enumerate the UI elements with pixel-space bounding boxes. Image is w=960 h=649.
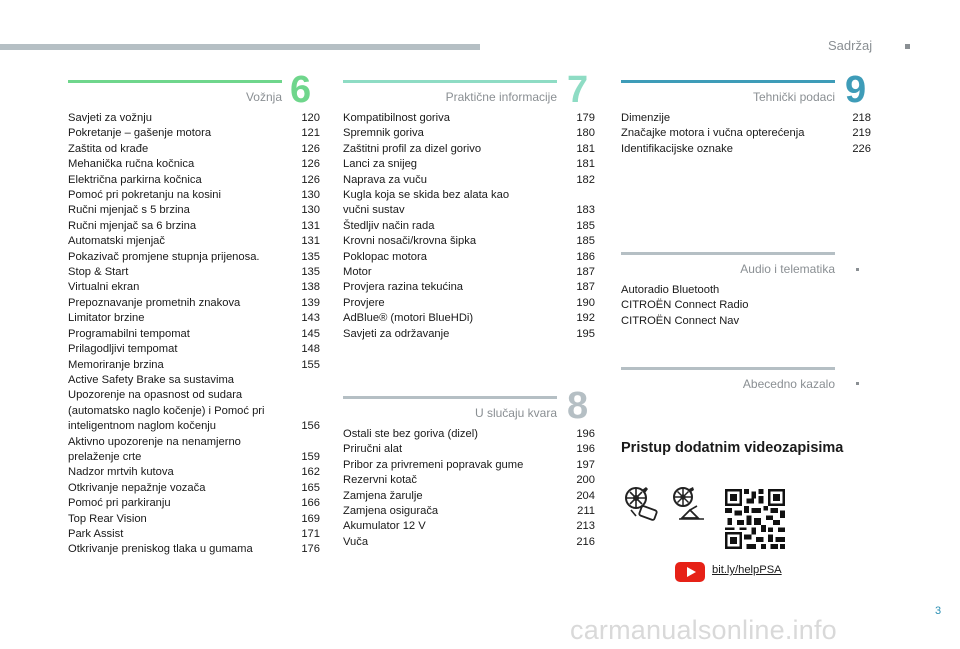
toc-entry-title: Memoriranje brzina <box>68 358 164 371</box>
toc-entry-title: Pokretanje – gašenje motora <box>68 127 212 140</box>
toc-entry[interactable] <box>68 280 320 295</box>
toc-entry-page: 226 <box>852 142 871 155</box>
toc-entry[interactable] <box>343 111 595 126</box>
section-index <box>621 367 835 397</box>
toc-entry-page: 186 <box>576 250 595 263</box>
toc-entry[interactable] <box>68 188 320 203</box>
toc-entry[interactable] <box>343 473 595 488</box>
toc-entry[interactable] <box>343 126 595 141</box>
toc-entry-page: 131 <box>301 219 320 232</box>
toc-entry[interactable] <box>68 481 320 496</box>
toc-entry-title: Identifikacijske oznake <box>621 142 733 155</box>
section-6-bar <box>68 80 282 83</box>
toc-entry[interactable] <box>68 327 320 342</box>
toc-entry-title: Kugla koja se skida bez alata kao vučni sustav <box>343 189 510 217</box>
toc-entry-page: 148 <box>301 343 320 356</box>
section-audio-dot <box>856 268 859 271</box>
section-8-label: U slučaju kvara <box>474 406 557 420</box>
toc-entry-title: Nadzor mrtvih kutova <box>68 466 174 479</box>
toc-entry[interactable] <box>68 250 320 265</box>
tyre-repair-kit-icon[interactable] <box>622 486 660 524</box>
toc-entry[interactable] <box>343 250 595 265</box>
toc-entry-page: 166 <box>301 497 320 510</box>
section-6-number: 6 <box>290 69 312 111</box>
toc-entry-page: 213 <box>576 520 595 533</box>
toc-entry-page: 176 <box>301 543 320 556</box>
toc-entry-title: Savjeti za održavanje <box>343 327 450 340</box>
toc-entry-title: Active Safety Brake sa sustavima Upozorenje na opasnost od sudara (automatsko naglo kočenje) i Pomoć pri inteligentnom naglom kočenju <box>68 373 265 433</box>
toc-entry-title: Autoradio Bluetooth <box>621 284 720 296</box>
tyre-jack-icon[interactable] <box>670 486 708 524</box>
toc-entry[interactable] <box>343 489 595 504</box>
toc-entry-title: Prepoznavanje prometnih znakova <box>68 296 241 309</box>
toc-entry-page: 162 <box>301 466 320 479</box>
toc-entry-title: Dimenzije <box>621 112 671 124</box>
page-header-title: Sadržaj <box>828 38 873 53</box>
toc-entry-title: Krovni nosači/krovna šipka <box>343 235 477 248</box>
toc-entry-title: Spremnik goriva <box>343 127 424 140</box>
section-6 <box>68 80 282 110</box>
toc-entry[interactable] <box>343 142 595 157</box>
toc-entry[interactable] <box>343 427 595 442</box>
qr-code-icon[interactable] <box>725 489 785 549</box>
watermark-text: carmanualsonline.info <box>570 615 837 645</box>
section-9-number: 9 <box>845 69 867 111</box>
toc-entry[interactable] <box>68 358 320 373</box>
youtube-play-icon[interactable] <box>675 562 705 582</box>
toc-entry[interactable] <box>68 126 320 141</box>
toc-entry-page: 196 <box>576 428 595 440</box>
toc-entry-page: 126 <box>301 142 320 155</box>
section-index-bar <box>621 367 835 370</box>
toc-entry[interactable] <box>343 265 595 280</box>
toc-entry[interactable] <box>68 542 320 557</box>
toc-entry[interactable] <box>68 373 320 435</box>
toc-entry-page: 120 <box>301 112 320 124</box>
toc-entry[interactable] <box>621 142 871 157</box>
section-9 <box>621 80 835 110</box>
toc-entry-page: 185 <box>576 235 595 248</box>
toc-entry[interactable] <box>343 234 595 249</box>
toc-entry[interactable] <box>68 512 320 527</box>
toc-entry-page: 126 <box>301 158 320 171</box>
toc-entry-title: Pribor za privremeni popravak gume <box>343 458 524 471</box>
toc-entry-page: 131 <box>301 235 320 248</box>
toc-entry[interactable] <box>343 157 595 172</box>
toc-entry-page: 139 <box>301 296 320 309</box>
toc-entry-title: Zaštita od krađe <box>68 142 149 155</box>
toc-entry[interactable] <box>68 111 320 126</box>
toc-entry[interactable] <box>343 504 595 519</box>
toc-entry-page: 185 <box>576 219 595 232</box>
toc-entry-title: Aktivno upozorenje na nenamjerno prelaženje crte <box>68 435 241 463</box>
toc-entry[interactable] <box>68 311 320 326</box>
toc-entry[interactable] <box>343 173 595 188</box>
section-9-bar <box>621 80 835 83</box>
section-9-entries <box>621 111 871 157</box>
toc-entry-title: Provjere <box>343 296 385 309</box>
top-decorative-bar <box>0 44 480 50</box>
toc-entry-title: Programabilni tempomat <box>68 327 190 340</box>
toc-entry[interactable] <box>68 265 320 280</box>
toc-entry-title: Pokazivač promjene stupnja prijenosa. <box>68 250 260 263</box>
toc-entry-page: 216 <box>576 535 595 548</box>
toc-entry[interactable] <box>343 219 595 234</box>
toc-entry-title: Otkrivanje preniskog tlaka u gumama <box>68 543 253 556</box>
toc-entry[interactable] <box>343 296 595 311</box>
toc-entry-title: Top Rear Vision <box>68 512 147 525</box>
toc-entry[interactable] <box>343 519 595 534</box>
toc-entry[interactable] <box>68 342 320 357</box>
toc-entry-page: 130 <box>301 204 320 217</box>
section-7-label: Praktične informacije <box>445 90 557 104</box>
section-8 <box>343 396 557 426</box>
toc-entry-page: 192 <box>576 312 595 325</box>
toc-entry-page: 211 <box>577 505 595 518</box>
toc-entry-title: CITROËN Connect Nav <box>621 314 740 327</box>
toc-entry[interactable] <box>621 126 871 141</box>
toc-entry-page: 135 <box>301 250 320 263</box>
toc-entry[interactable] <box>68 496 320 511</box>
toc-entry-title: Pomoć pri parkiranju <box>68 497 171 510</box>
toc-entry-title: Otkrivanje nepažnje vozača <box>68 481 206 494</box>
section-audio-bar <box>621 252 835 255</box>
toc-entry-page: 130 <box>301 189 320 202</box>
toc-entry-page: 187 <box>576 266 595 279</box>
toc-entry-page: 190 <box>576 296 595 309</box>
toc-entry[interactable] <box>621 298 871 313</box>
toc-entry-title: Zamjena žarulje <box>343 489 423 502</box>
toc-entry-page: 196 <box>576 443 595 456</box>
toc-entry[interactable] <box>621 111 871 126</box>
toc-entry-page: 155 <box>301 358 320 371</box>
toc-entry-page: 179 <box>576 112 595 124</box>
toc-entry[interactable] <box>343 311 595 326</box>
toc-entry-page: 204 <box>576 489 595 502</box>
toc-entry-page: 182 <box>576 173 595 186</box>
toc-entry-page: 171 <box>301 527 320 540</box>
section-audio <box>621 252 835 282</box>
toc-entry-title: Naprava za vuču <box>343 173 427 186</box>
toc-entry-page: 200 <box>576 474 595 487</box>
toc-entry[interactable] <box>343 188 595 219</box>
toc-entry-title: Vuča <box>343 535 369 548</box>
section-8-bar <box>343 396 557 399</box>
toc-entry[interactable] <box>68 142 320 157</box>
toc-entry-title: Prilagodljivi tempomat <box>68 343 178 356</box>
video-section-title: Pristup dodatnim videozapisima <box>621 440 844 456</box>
toc-entry-page: 126 <box>301 173 320 186</box>
toc-entry-title: CITROËN Connect Radio <box>621 299 749 312</box>
section-9-label: Tehnički podaci <box>752 90 835 104</box>
section-index-dot <box>856 382 859 385</box>
toc-entry-title: Akumulator 12 V <box>343 520 426 533</box>
toc-entry-page: 181 <box>576 158 595 171</box>
toc-entry-title: Mehanička ručna kočnica <box>68 158 195 171</box>
toc-entry-title: Kompatibilnost goriva <box>343 112 450 124</box>
section-audio-entries <box>621 283 871 329</box>
toc-entry-title: Motor <box>343 266 372 279</box>
toc-entry[interactable] <box>343 442 595 457</box>
page-number: 3 <box>935 605 942 617</box>
toc-entry-page: 159 <box>301 450 320 463</box>
toc-entry-title: AdBlue® (motori BlueHDi) <box>343 312 474 325</box>
section-7-entries <box>343 111 595 342</box>
toc-entry-title: Ostali ste bez goriva (dizel) <box>343 428 478 440</box>
toc-entry-page: 181 <box>576 142 595 155</box>
toc-entry-page: 156 <box>301 420 320 433</box>
toc-entry-page: 195 <box>576 327 595 340</box>
toc-entry-title: Lanci za snijeg <box>343 158 418 171</box>
toc-entry-page: 145 <box>301 327 320 340</box>
toc-entry-title: Provjera razina tekućina <box>343 281 464 294</box>
toc-entry-title: Ručni mjenjač s 5 brzina <box>68 204 190 217</box>
toc-entry-page: 165 <box>301 481 320 494</box>
section-index-label: Abecedno kazalo <box>742 377 835 391</box>
toc-entry-title: Štedljiv način rada <box>343 219 435 232</box>
toc-entry-title: Limitator brzine <box>68 312 145 325</box>
toc-entry[interactable] <box>68 296 320 311</box>
toc-entry[interactable] <box>343 327 595 342</box>
toc-entry[interactable] <box>343 280 595 295</box>
toc-entry[interactable] <box>621 314 871 329</box>
section-8-number: 8 <box>567 385 589 427</box>
toc-entry-title: Stop & Start <box>68 266 129 279</box>
toc-entry[interactable] <box>68 219 320 234</box>
section-7-number: 7 <box>567 69 589 111</box>
section-6-entries <box>68 111 320 558</box>
toc-entry-page: 121 <box>301 127 320 140</box>
section-audio-label: Audio i telematika <box>740 262 835 276</box>
help-video-link[interactable]: bit.ly/helpPSA <box>712 564 782 576</box>
toc-entry[interactable] <box>68 527 320 542</box>
toc-entry[interactable] <box>68 465 320 480</box>
toc-entry[interactable] <box>343 535 595 550</box>
toc-entry-title: Rezervni kotač <box>343 474 417 487</box>
toc-entry-title: Savjeti za vožnju <box>68 112 152 124</box>
toc-entry-title: Park Assist <box>68 527 124 540</box>
toc-entry-page: 180 <box>576 127 595 140</box>
section-7-bar <box>343 80 557 83</box>
toc-entry-title: Automatski mjenjač <box>68 235 165 248</box>
toc-entry[interactable] <box>68 234 320 249</box>
section-6-label: Vožnja <box>245 90 282 104</box>
toc-entry[interactable] <box>621 283 871 298</box>
toc-entry[interactable] <box>343 458 595 473</box>
toc-entry-page: 169 <box>301 512 320 525</box>
toc-entry-page: 138 <box>301 281 320 294</box>
toc-entry-title: Ručni mjenjač sa 6 brzina <box>68 219 197 232</box>
toc-entry[interactable] <box>68 157 320 172</box>
toc-entry-title: Poklopac motora <box>343 250 427 263</box>
toc-entry-page: 219 <box>852 127 871 140</box>
toc-entry-title: Pomoć pri pokretanju na kosini <box>68 189 221 202</box>
toc-entry-title: Zaštitni profil za dizel gorivo <box>343 142 482 155</box>
toc-entry-page: 187 <box>576 281 595 294</box>
section-7 <box>343 80 557 110</box>
toc-entry-title: Virtualni ekran <box>68 281 140 294</box>
toc-entry-page: 218 <box>852 112 871 124</box>
header-square-marker <box>905 44 910 49</box>
toc-entry[interactable] <box>68 203 320 218</box>
toc-entry[interactable] <box>68 173 320 188</box>
toc-entry-page: 143 <box>301 312 320 325</box>
toc-entry-page: 197 <box>576 458 595 471</box>
toc-entry-title: Priručni alat <box>343 443 403 456</box>
toc-entry-page: 183 <box>576 204 595 217</box>
toc-entry-page: 135 <box>301 266 320 279</box>
toc-entry-title: Zamjena osigurača <box>343 505 439 518</box>
toc-entry-title: Značajke motora i vučna opterećenja <box>621 127 805 140</box>
section-8-entries <box>343 427 595 550</box>
toc-entry[interactable] <box>68 435 320 466</box>
toc-entry-title: Električna parkirna kočnica <box>68 173 202 186</box>
